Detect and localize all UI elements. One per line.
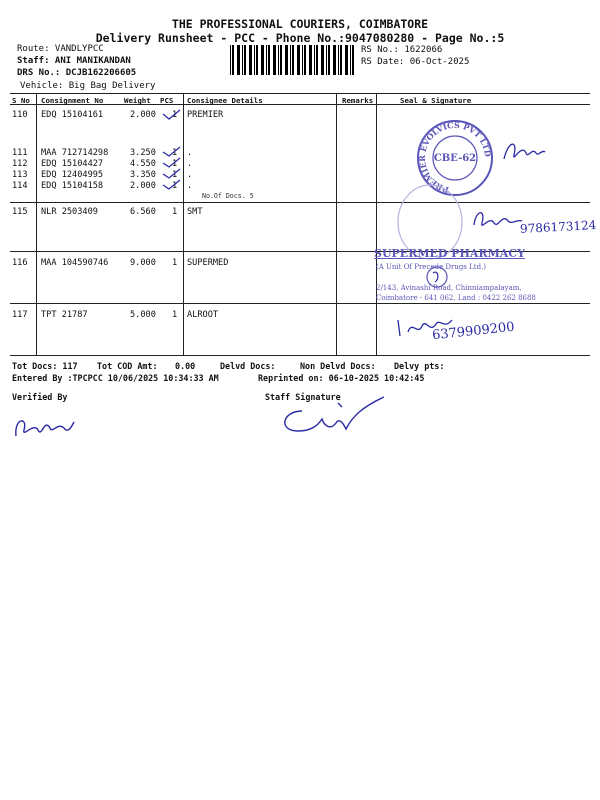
total-cod-value: 0.00	[175, 361, 196, 371]
supermed-stamp-name: SUPERMED PHARMACY	[374, 247, 525, 260]
table-row-weight: 2.000	[130, 110, 156, 120]
table-row-sno: 115	[12, 207, 28, 217]
route-label: Route: VANDLYPCC	[17, 44, 104, 54]
table-row-weight: 2.000	[130, 181, 156, 191]
table-row-sno: 111	[12, 148, 28, 158]
col-header-remarks: Remarks	[342, 96, 374, 105]
total-docs: Tot Docs: 117	[12, 361, 78, 371]
table-row-consignee: .	[187, 170, 193, 180]
table-row-pcs: 1	[172, 207, 178, 217]
verifier-signature-icon	[8, 408, 80, 444]
signature-icon	[468, 205, 524, 235]
table-row-consignee: PREMIER	[187, 110, 224, 120]
total-cod-label: Tot COD Amt:	[97, 361, 158, 371]
table-row-weight: 5.000	[130, 310, 156, 320]
barcode-icon	[230, 45, 358, 75]
staff-label: Staff: ANI MANIKANDAN	[17, 56, 131, 66]
table-row-consignment: NLR 2503409	[41, 207, 98, 217]
row-divider	[10, 202, 590, 203]
delivery-points-label: Delvy pts:	[394, 361, 445, 371]
table-row-consignee: SUPERMED	[187, 258, 229, 268]
supermed-seal-icon	[424, 264, 450, 290]
premier-stamp-center-text: CBE-62	[433, 153, 477, 164]
vehicle-label: Vehicle: Big Bag Delivery	[20, 81, 156, 91]
table-row-weight: 3.250	[130, 148, 156, 158]
table-row-pcs: 1	[172, 148, 178, 158]
col-header-sno: S No	[12, 96, 30, 105]
table-row-consignment: EDQ 12404995	[41, 170, 104, 180]
col-header-consignee: Consignee Details	[187, 96, 263, 105]
table-row-pcs: 1	[172, 110, 178, 120]
verified-by-label: Verified By	[12, 392, 68, 402]
page-title: THE PROFESSIONAL COURIERS, COIMBATORE	[171, 17, 429, 31]
table-row-sno: 110	[12, 110, 28, 120]
table-row-consignment: MAA 712714298	[41, 148, 109, 158]
table-row-consignment: MAA 104590746	[41, 258, 109, 268]
table-row-weight: 6.560	[130, 207, 156, 217]
handwritten-phone: 6379909200	[431, 319, 516, 344]
entered-by: Entered By :TPCPCC 10/06/2025 10:34:33 AM	[12, 373, 219, 383]
table-row-sno: 116	[12, 258, 28, 268]
table-bottom-border	[10, 355, 590, 356]
table-row-weight: 9.000	[130, 258, 156, 268]
table-row-pcs: 1	[172, 170, 178, 180]
table-row-sno: 113	[12, 170, 28, 180]
table-row-consignee: .	[187, 181, 193, 191]
supermed-stamp-line: (A Unit Of Precede Drugs Ltd.)	[376, 263, 487, 271]
premier-stamp-ring-text: PREMIER EVOLVICS PVT LTD	[417, 119, 494, 196]
table-row-consignment: EDQ 15104161	[41, 110, 104, 120]
column-divider	[36, 93, 37, 355]
row-divider	[10, 303, 590, 304]
table-row-consignment: EDQ 15104158	[41, 181, 104, 191]
staff-signature-icon	[272, 395, 392, 440]
drs-label: DRS No.: DCJB162206605	[17, 68, 137, 78]
staff-signature-label: Staff Signature	[265, 392, 341, 402]
table-row-weight: 3.350	[130, 170, 156, 180]
table-row-consignment: EDQ 15104427	[41, 159, 104, 169]
table-row-pcs: 1	[172, 258, 178, 268]
rs-number: RS No.: 1622066	[361, 45, 443, 55]
table-row-consignee: .	[187, 148, 193, 158]
col-header-weight: Weight	[124, 96, 151, 105]
delivered-docs-label: Delvd Docs:	[220, 361, 276, 371]
page-subtitle: Delivery Runsheet - PCC - Phone No.:9047080280 - Page No.:5	[95, 31, 505, 45]
non-delivered-docs-label: Non Delvd Docs:	[300, 361, 376, 371]
table-row-pcs: 1	[172, 181, 178, 191]
supermed-stamp-line: Coimbatore - 641 062, Land : 0422 262 8688	[376, 294, 536, 302]
column-divider	[376, 93, 377, 355]
docs-count-note: No.Of Docs. 5	[202, 192, 254, 200]
rs-date: RS Date: 06-Oct-2025	[361, 57, 470, 67]
handwritten-phone: 9786173124	[519, 218, 597, 236]
table-row-consignee: ALROOT	[187, 310, 219, 320]
table-row-consignment: TPT 21787	[41, 310, 88, 320]
col-header-consignment: Consignment No	[41, 96, 104, 105]
signature-icon	[498, 135, 548, 170]
col-header-pcs: PCS	[160, 96, 174, 105]
reprinted-on: Reprinted on: 06-10-2025 10:42:45	[258, 373, 425, 383]
table-row-consignee: SMT	[187, 207, 203, 217]
table-row-consignee: .	[187, 159, 193, 169]
table-row-sno: 114	[12, 181, 28, 191]
col-header-seal: Seal & Signature	[400, 96, 472, 105]
table-top-border	[10, 93, 590, 94]
table-row-weight: 4.550	[130, 159, 156, 169]
column-divider	[336, 93, 337, 355]
table-row-sno: 117	[12, 310, 28, 320]
table-row-sno: 112	[12, 159, 28, 169]
check-marks-icon	[160, 108, 184, 196]
table-row-pcs: 1	[172, 310, 178, 320]
supermed-stamp-line: 2/143, Avinashi Road, Chinniampalayam,	[376, 284, 522, 292]
table-row-pcs: 1	[172, 159, 178, 169]
